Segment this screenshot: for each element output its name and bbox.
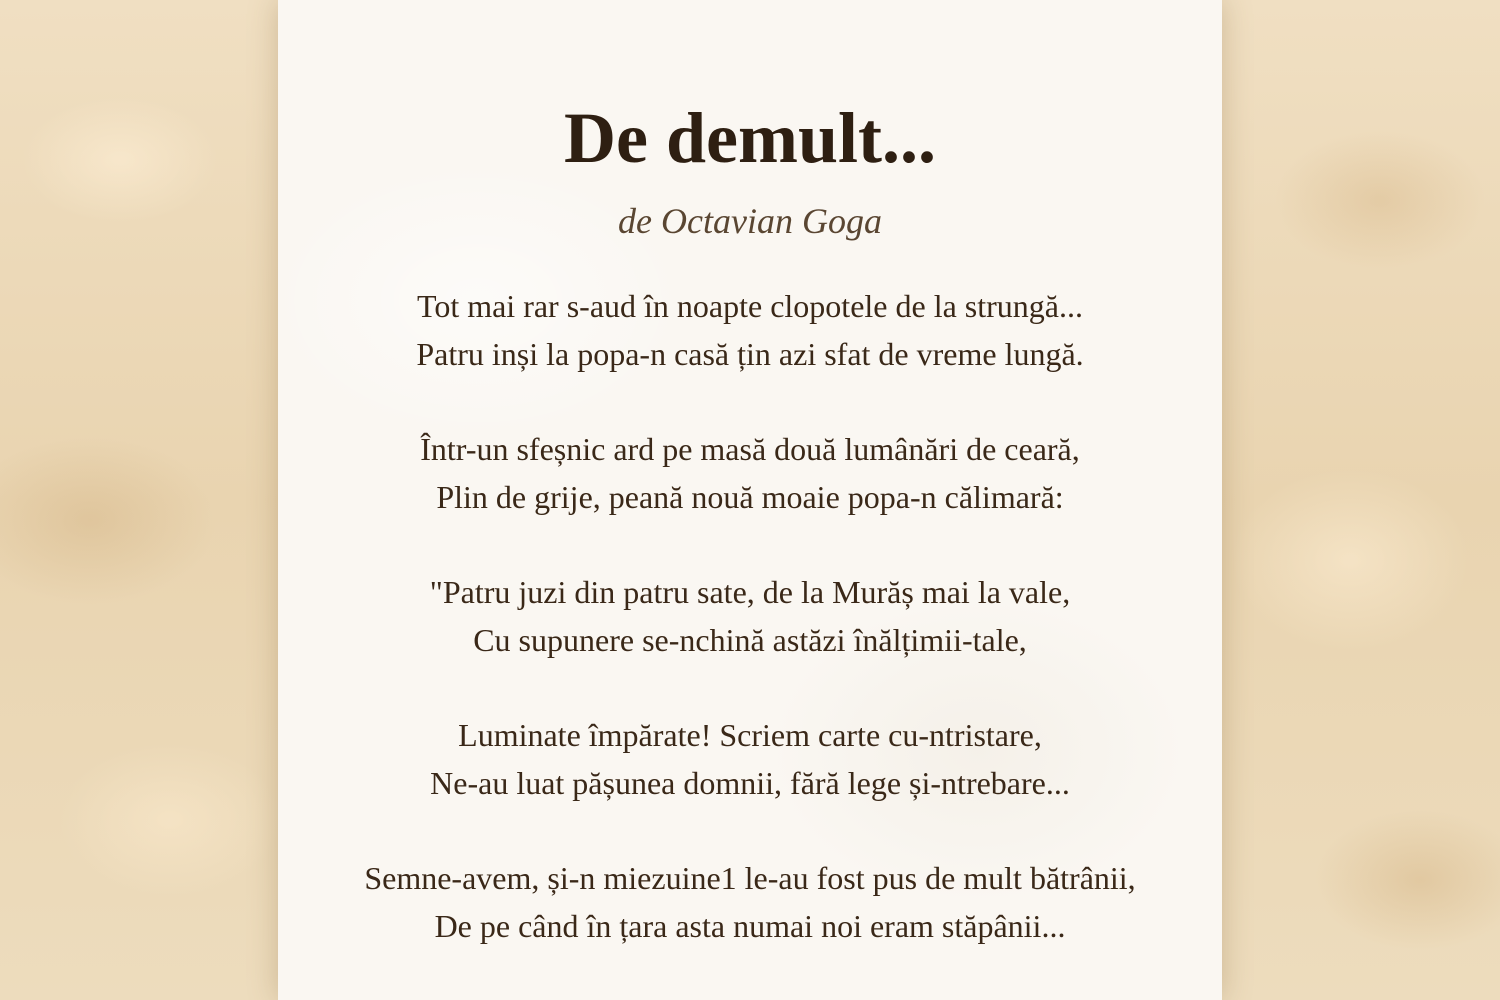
verse-line: De pe când în țara asta numai noi eram stăpânii... xyxy=(434,908,1066,944)
verse-line: "Patru juzi din patru sate, de la Murăș mai la vale, xyxy=(429,574,1071,610)
poem-page xyxy=(278,0,1222,1000)
poem-title: De demult... xyxy=(564,98,936,178)
poem-author: de Octavian Goga xyxy=(618,201,882,241)
stanza xyxy=(278,568,1222,664)
verse-line: Luminate împărate! Scriem carte cu-ntristare, xyxy=(458,717,1042,753)
stanza xyxy=(278,425,1222,521)
stanza xyxy=(278,854,1222,950)
verse-line: Cu supunere se-nchină astăzi înălțimii-tale, xyxy=(473,622,1027,658)
verse-line: Patru inși la popa-n casă țin azi sfat de vreme lungă. xyxy=(416,336,1084,372)
stanza xyxy=(278,282,1222,378)
stanza xyxy=(278,711,1222,807)
verse-line: Ne-au luat pășunea domnii, fără lege și-ntrebare... xyxy=(430,765,1070,801)
verse-line: Tot mai rar s-aud în noapte clopotele de la strungă... xyxy=(417,288,1083,324)
verse-line: Semne-avem, și-n miezuine1 le-au fost pus de mult bătrânii, xyxy=(364,860,1136,896)
verse-line: Plin de grije, peană nouă moaie popa-n călimară: xyxy=(436,479,1064,515)
verse-line: Într-un sfeșnic ard pe masă două lumânări de ceară, xyxy=(420,431,1080,467)
poem-body xyxy=(278,282,1222,997)
